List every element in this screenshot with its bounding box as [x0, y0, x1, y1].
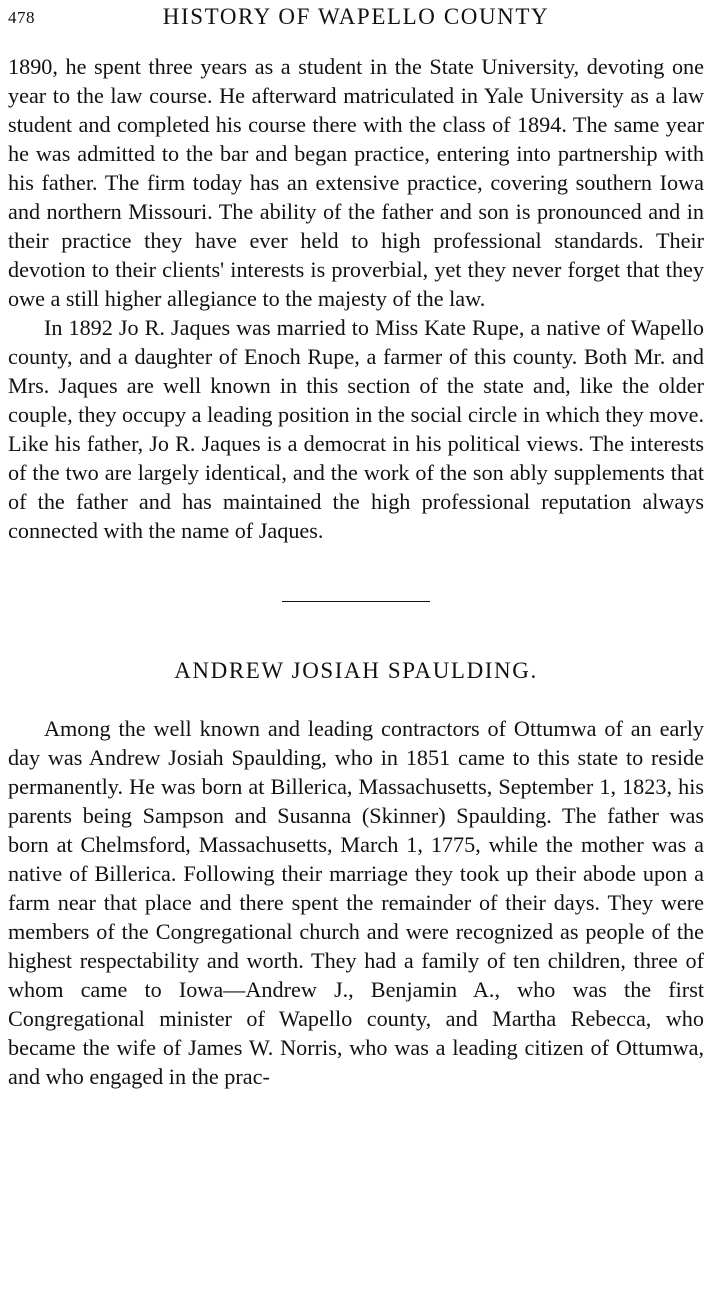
- paragraph-spaulding-intro: Among the well known and leading contractors of Ottumwa of an early day was Andrew Josiah Spaulding, who in 1851 came to this state to reside permanently. He was born at Billerica, Massachusetts, September 1, 1823, his parents being Sampson and Susanna (Skinner) Spaulding. The father was born at Chelmsford, Massachusetts, March 1, 1775, while the mother was a native of Billerica. Following their marriage they took up their abode upon a farm near that place and there spent the remainder of their days. They were members of the Congregational church and were recognized as people of the highest respectability and worth. They had a family of ten children, three of whom came to Iowa—Andrew J., Benjamin A., who was the first Congregational minister of Wapello county, and Martha Rebecca, who became the wife of James W. Norris, who was a leading citizen of Ottumwa, and who engaged in the prac-: [8, 716, 704, 1089]
- continued-biography: [8, 52, 704, 545]
- running-title: HISTORY OF WAPELLO COUNTY: [162, 4, 550, 29]
- spaulding-biography: [8, 714, 704, 1091]
- section-heading: ANDREW JOSIAH SPAULDING.: [174, 658, 538, 683]
- page-number: 478: [8, 8, 35, 27]
- book-page: [8, 0, 704, 1091]
- section-divider-rule: [282, 601, 430, 602]
- paragraph-continued: 1890, he spent three years as a student in the State University, devoting one year to the law course. He afterward matriculated in Yale University as a law student and completed his course there with the class of 1894. The same year he was admitted to the bar and began practice, entering into partnership with his father. The firm today has an extensive practice, covering southern Iowa and northern Missouri. The ability of the father and son is pronounced and in their practice they have ever held to high professional standards. Their devotion to their clients' interests is proverbial, yet they never forget that they owe a still higher allegiance to the majesty of the law.: [8, 54, 704, 311]
- running-head: [8, 0, 704, 38]
- paragraph-marriage: In 1892 Jo R. Jaques was married to Miss Kate Rupe, a native of Wapello county, and a daughter of Enoch Rupe, a farmer of this county. Both Mr. and Mrs. Jaques are well known in this section of the state and, like the older couple, they occupy a leading position in the social circle in which they move. Like his father, Jo R. Jaques is a democrat in his political views. The interests of the two are largely identical, and the work of the son ably supplements that of the father and has maintained the high professional reputation always connected with the name of Jaques.: [8, 315, 704, 543]
